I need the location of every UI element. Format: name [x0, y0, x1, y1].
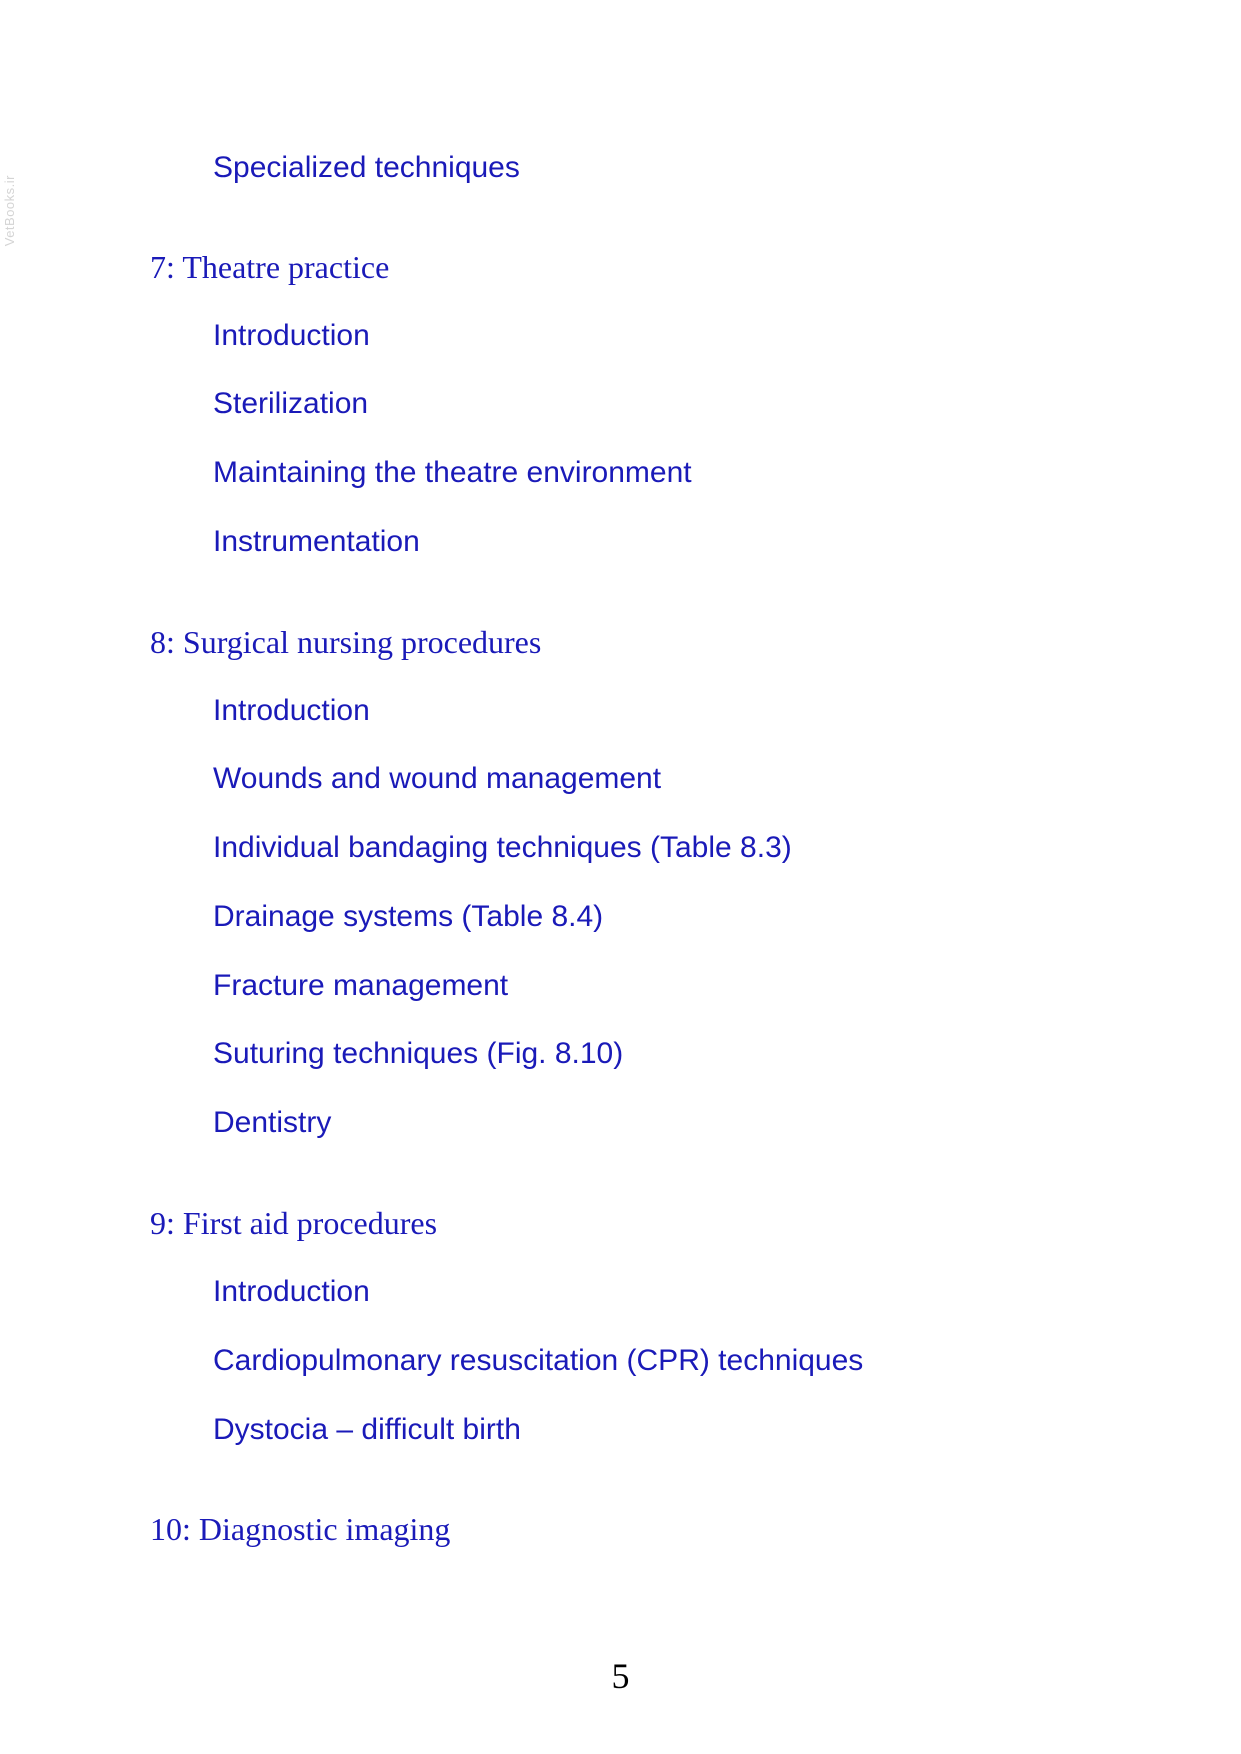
toc-link-cpr-techniques[interactable]: Cardiopulmonary resuscitation (CPR) techniques	[213, 1344, 864, 1377]
toc-link-fracture-management[interactable]: Fracture management	[213, 969, 509, 1002]
toc-chapter-10[interactable]: 10: Diagnostic imaging	[150, 1511, 451, 1547]
toc-chapter-9[interactable]: 9: First aid procedures	[150, 1205, 438, 1241]
toc-link-bandaging-techniques[interactable]: Individual bandaging techniques (Table 8.3)	[213, 831, 792, 864]
toc-link-dystocia[interactable]: Dystocia – difficult birth	[213, 1413, 521, 1446]
toc-link-dentistry[interactable]: Dentistry	[213, 1106, 332, 1139]
toc-chapter-8[interactable]: 8: Surgical nursing procedures	[150, 624, 542, 660]
toc-chapter-7[interactable]: 7: Theatre practice	[150, 249, 390, 285]
watermark: VetBooks.ir	[2, 175, 17, 247]
toc-link-introduction[interactable]: Introduction	[213, 319, 370, 352]
toc-link-introduction[interactable]: Introduction	[213, 1275, 370, 1308]
toc-link-drainage-systems[interactable]: Drainage systems (Table 8.4)	[213, 900, 604, 933]
toc-link-wounds-management[interactable]: Wounds and wound management	[213, 762, 662, 795]
toc-link-instrumentation[interactable]: Instrumentation	[213, 525, 420, 558]
toc-link-suturing-techniques[interactable]: Suturing techniques (Fig. 8.10)	[213, 1037, 624, 1070]
toc-link-maintaining-theatre-environment[interactable]: Maintaining the theatre environment	[213, 456, 692, 489]
toc-link-introduction[interactable]: Introduction	[213, 694, 370, 727]
toc-link-specialized-techniques[interactable]: Specialized techniques	[213, 151, 520, 184]
page-number: 5	[611, 1656, 630, 1696]
toc-link-sterilization[interactable]: Sterilization	[213, 387, 369, 420]
